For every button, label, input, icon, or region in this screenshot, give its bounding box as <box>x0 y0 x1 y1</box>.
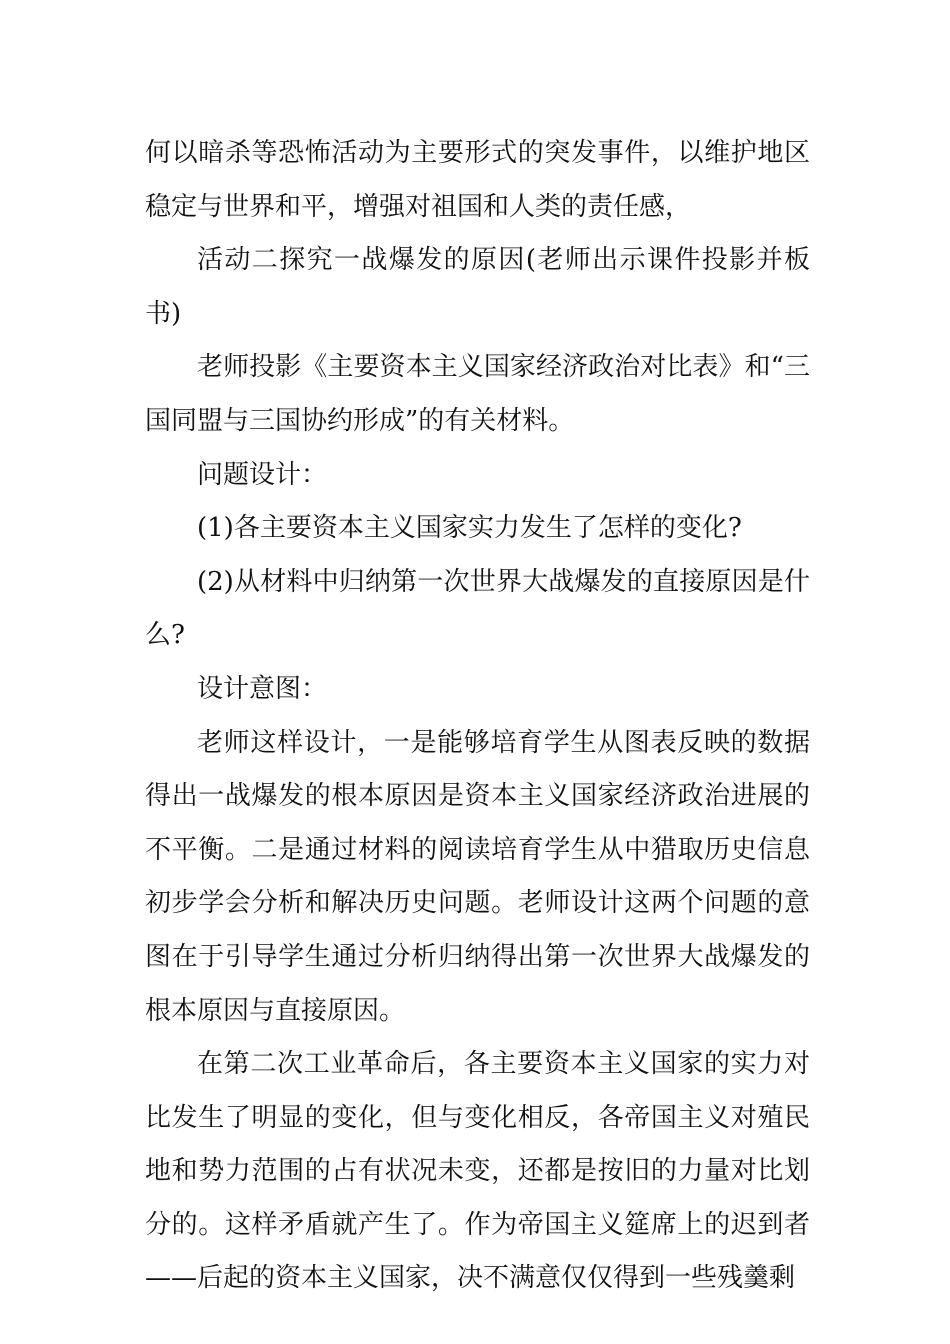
paragraph-2: 活动二探究一战爆发的原因(老师出示课件投影并板书) <box>145 245 810 329</box>
paragraph-5: (1)各主要资本主义国家实力发生了怎样的变化? <box>197 513 742 544</box>
document-body <box>145 127 810 1306</box>
paragraph-9: 在第二次工业革命后，各主要资本主义国家的实力对比发生了明显的变化，但与变化相反，各帝国主义对殖民地和势力范围的占有状况未变，还都是按旧的力量对比划分的。这样矛盾就产生了。作为帝国主义筵席上的迟到者——后起的资本主义国家，决不满意仅仅得到一些残羹剩 <box>145 1049 810 1294</box>
paragraph-6: (2)从材料中归纳第一次世界大战爆发的直接原因是什么? <box>145 566 810 651</box>
paragraph-8: 老师这样设计，一是能够培育学生从图表反映的数据得出一战爆发的根本原因是资本主义国家经济政治进展的不平衡。二是通过材料的阅读培育学生从中猎取历史信息初步学会分析和解决历史问题。老师设计这两个问题的意图在于引导学生通过分析归纳得出第一次世界大战爆发的根本原因与直接原因。 <box>145 727 810 1026</box>
paragraph-7: 设计意图： <box>197 673 328 704</box>
paragraph-1: 何以暗杀等恐怖活动为主要形式的突发事件，以维护地区稳定与世界和平，增强对祖国和人类的责任感， <box>145 138 810 222</box>
paragraph-4: 问题设计： <box>197 459 328 490</box>
paragraph-3: 老师投影《主要资本主义国家经济政治对比表》和“三国同盟与三国协约形成”的有关材料。 <box>145 352 810 436</box>
